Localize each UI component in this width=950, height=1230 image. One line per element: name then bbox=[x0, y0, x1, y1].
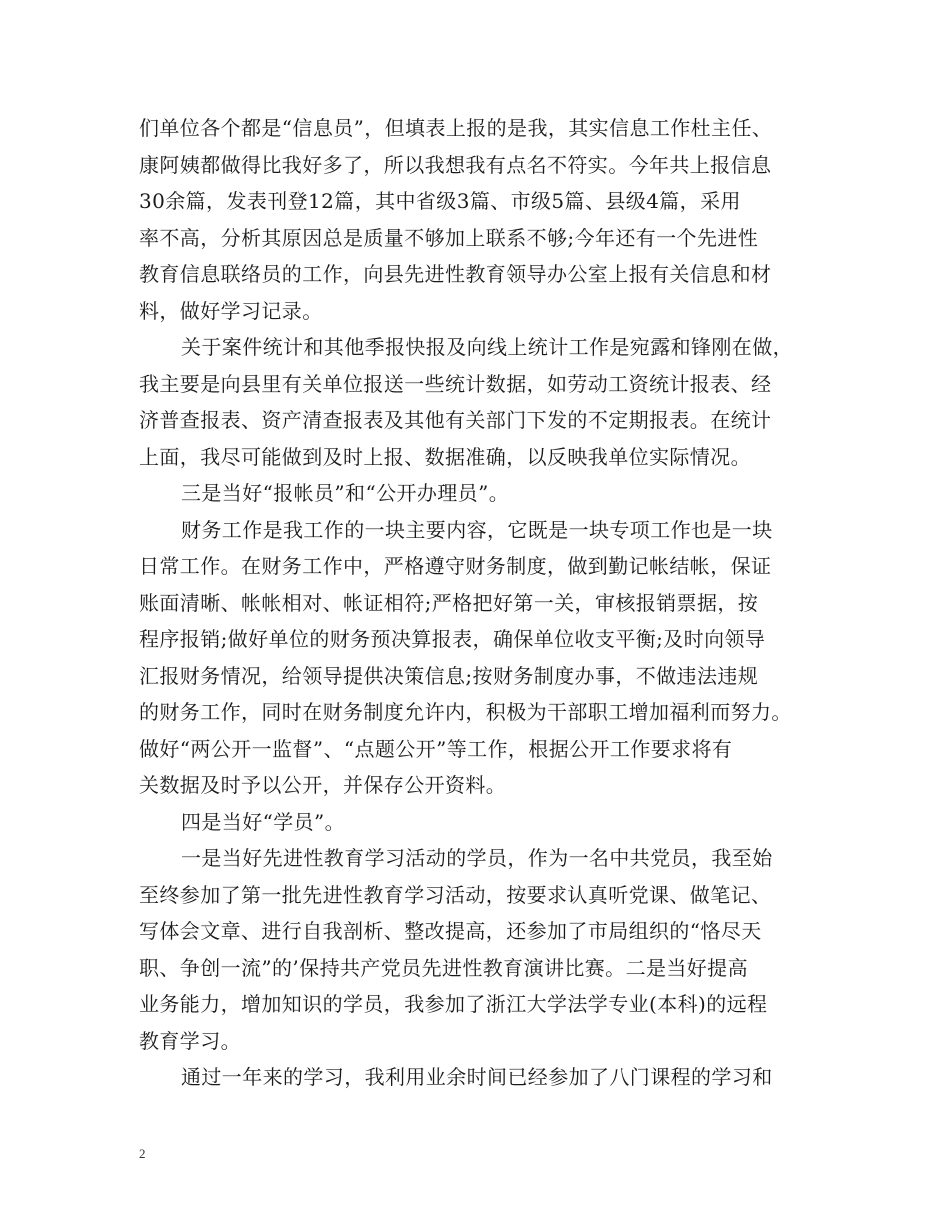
text-line: 我主要是向县里有关单位报送一些统计数据，如劳动工资统计报表、经 bbox=[139, 371, 772, 396]
text-line: 业务能力，增加知识的学员，我参加了浙江大学法学专业(本科)的远程 bbox=[139, 992, 768, 1016]
text-line: 一是当好先进性教育学习活动的学员，作为一名中共党员，我至始 bbox=[181, 846, 773, 870]
text-line: 们单位各个都是“信息员”，但填表上报的是我，其实信息工作杜主任、 bbox=[139, 116, 773, 140]
text-line: 三是当好“报帐员”和“公开办理员”。 bbox=[181, 481, 510, 505]
text-line: 康阿姨都做得比我好多了，所以我想我有点名不符实。今年共上报信息 bbox=[139, 152, 772, 177]
text-line: 做好“两公开一监督”、“点题公开”等工作，根据公开工作要求将有 bbox=[139, 736, 733, 761]
text-line: 济普查报表、资产清查报表及其他有关部门下发的不定期报表。在统计 bbox=[139, 408, 772, 432]
text-line: 关数据及时予以公开，并保存公开资料。 bbox=[139, 773, 507, 797]
text-line: 教育信息联络员的工作，向县先进性教育领导办公室上报有关信息和材 bbox=[139, 262, 772, 286]
text-line: 30余篇，发表刊登12篇，其中省级3篇、市级5篇、县级4篇，采用 bbox=[139, 189, 741, 213]
text-line: 关于案件统计和其他季报快报及向线上统计工作是宛露和锋刚在做， bbox=[181, 335, 793, 359]
text-line: 上面，我尽可能做到及时上报、数据准确，以反映我单位实际情况。 bbox=[139, 444, 751, 469]
text-line: 程序报销;做好单位的财务预决算报表，确保单位收支平衡;及时向领导 bbox=[139, 627, 766, 651]
text-line: 账面清晰、帐帐相对、帐证相符;严格把好第一关，审核报销票据，按 bbox=[139, 590, 759, 615]
text-line: 职、争创一流”的’保持共产党员先进性教育演讲比赛。二是当好提高 bbox=[139, 955, 748, 980]
text-line: 汇报财务情况，给领导提供决策信息;按财务制度办事，不做违法违规 bbox=[139, 663, 759, 688]
text-line: 的财务工作，同时在财务制度允许内，积极为干部职工增加福利而努力。 bbox=[139, 700, 792, 724]
text-line: 写体会文章、进行自我剖析、整改提高，还参加了市局组织的“恪尽天 bbox=[139, 919, 762, 943]
text-line: 至终参加了第一批先进性教育学习活动，按要求认真听党课、做笔记、 bbox=[139, 882, 772, 907]
page-number: 2 bbox=[139, 1146, 146, 1161]
text-line: 日常工作。在财务工作中，严格遵守财务制度，做到勤记帐结帐，保证 bbox=[139, 554, 772, 578]
text-line: 通过一年来的学习，我利用业余时间已经参加了八门课程的学习和 bbox=[181, 1065, 773, 1089]
body-text bbox=[139, 110, 819, 1096]
text-line: 料，做好学习记录。 bbox=[139, 298, 323, 323]
text-line: 四是当好“学员”。 bbox=[181, 809, 346, 834]
text-line: 财务工作是我工作的一块主要内容，它既是一块专项工作也是一块 bbox=[181, 517, 773, 542]
text-line: 率不高，分析其原因总是质量不够加上联系不够;今年还有一个先进性 bbox=[139, 225, 759, 250]
text-line: 教育学习。 bbox=[139, 1028, 241, 1053]
